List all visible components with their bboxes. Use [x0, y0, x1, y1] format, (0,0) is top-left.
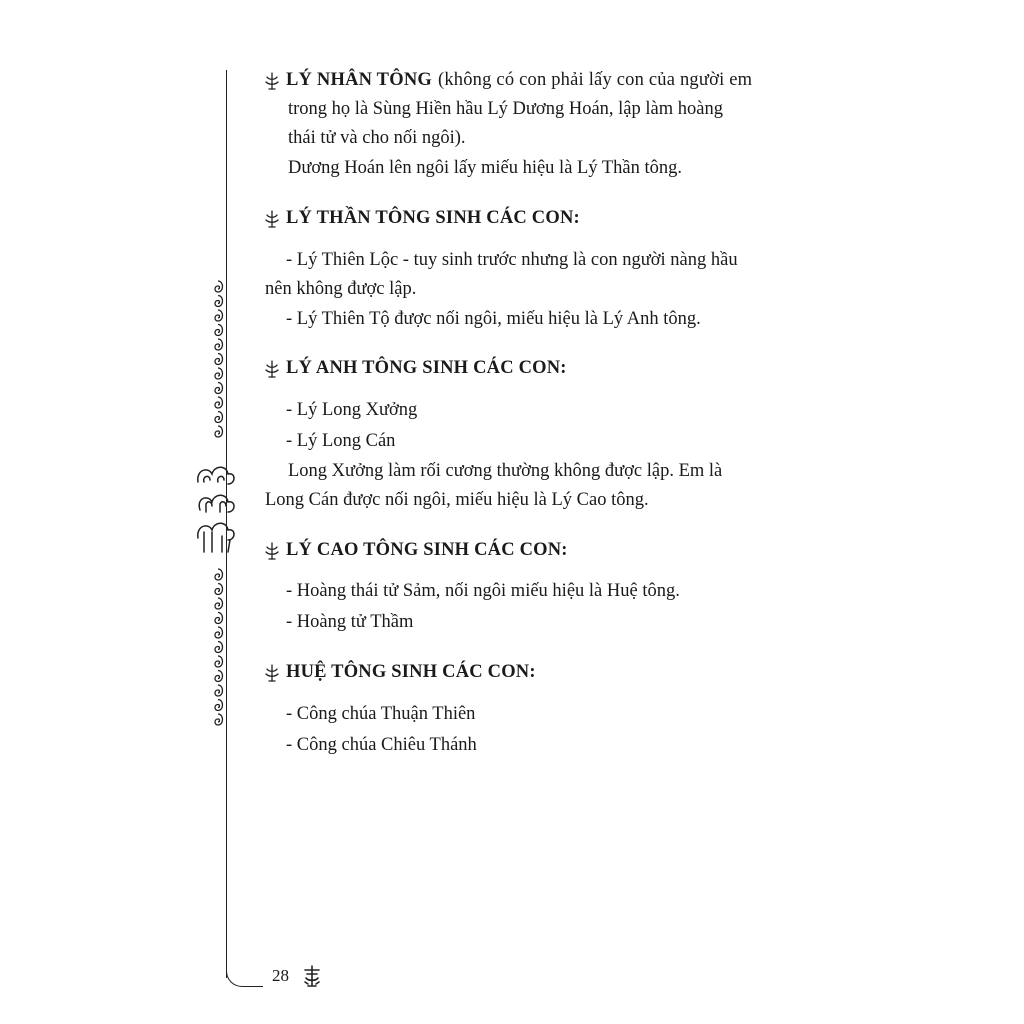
- spiral-motif: [215, 426, 223, 437]
- spiral-motif: [215, 397, 223, 408]
- list-item: - Công chúa Thuận Thiên: [286, 704, 476, 724]
- spiral-motif: [215, 613, 223, 624]
- section-heading-ly-cao-tong: [264, 540, 568, 561]
- spiral-motif: [215, 685, 223, 696]
- spiral-motif: [215, 656, 223, 667]
- lotus-bullet-icon: [264, 71, 280, 91]
- lotus-bullet-icon: [264, 541, 280, 561]
- spiral-motif: [215, 296, 223, 307]
- section-heading-ly-nhan-tong: [264, 70, 752, 91]
- spiral-border-icon: [209, 280, 227, 445]
- section-heading-hue-tong: [264, 662, 536, 683]
- heading-text: LÝ CAO TÔNG SINH CÁC CON:: [286, 540, 568, 560]
- list-item-continuation: nên không được lập.: [265, 279, 417, 299]
- spiral-border-icon: [209, 568, 227, 733]
- spiral-motif: [215, 325, 223, 336]
- spiral-motif: [215, 368, 223, 379]
- list-item: - Lý Long Xưởng: [286, 400, 418, 420]
- heading-text: LÝ ANH TÔNG SINH CÁC CON:: [286, 358, 567, 378]
- list-item: - Hoàng tử Thầm: [286, 612, 414, 632]
- paragraph-line: trong họ là Sùng Hiền hầu Lý Dương Hoán, lập làm hoàng: [288, 99, 723, 119]
- heading-text: HUỆ TÔNG SINH CÁC CON:: [286, 662, 536, 682]
- spiral-motif: [215, 354, 223, 365]
- list-item: - Công chúa Chiêu Thánh: [286, 735, 477, 755]
- paragraph-line: Long Cán được nối ngôi, miếu hiệu là Lý Cao tông.: [265, 490, 649, 510]
- paragraph-line: thái tử và cho nối ngôi).: [288, 128, 466, 148]
- list-item: - Lý Thiên Tộ được nối ngôi, miếu hiệu là Lý Anh tông.: [286, 309, 701, 329]
- spiral-motif: [215, 339, 223, 350]
- spiral-motif: [215, 412, 223, 423]
- heading-text: LÝ THẦN TÔNG SINH CÁC CON:: [286, 208, 580, 228]
- spiral-motif: [215, 642, 223, 653]
- lotus-bullet-icon: [264, 209, 280, 229]
- lotus-bullet-icon: [264, 663, 280, 683]
- lotus-bullet-icon: [264, 359, 280, 379]
- spiral-motif: [215, 700, 223, 711]
- spiral-motif: [215, 569, 223, 580]
- spiral-motif: [215, 310, 223, 321]
- list-item: - Lý Thiên Lộc - tuy sinh trước nhưng là con người nàng hầu: [286, 250, 738, 270]
- page-mark-icon: [302, 964, 322, 988]
- section-heading-ly-anh-tong: [264, 358, 567, 379]
- spiral-motif: [215, 584, 223, 595]
- heading-text: LÝ NHÂN TÔNG: [286, 70, 432, 90]
- paragraph-line: Dương Hoán lên ngôi lấy miếu hiệu là Lý Thần tông.: [288, 158, 683, 178]
- section-heading-ly-than-tong: [264, 208, 580, 229]
- border-foot-curl: [226, 960, 263, 987]
- spiral-motif: [215, 598, 223, 609]
- spiral-motif: [215, 627, 223, 638]
- spiral-motif: [215, 671, 223, 682]
- list-item: - Hoàng thái tử Sảm, nối ngôi miếu hiệu là Huệ tông.: [286, 581, 680, 601]
- list-item: - Lý Long Cán: [286, 431, 396, 451]
- spiral-motif: [215, 383, 223, 394]
- spiral-motif: [215, 714, 223, 725]
- page-number: 28: [272, 966, 289, 985]
- spiral-motif: [215, 281, 223, 292]
- paragraph-line: Long Xưởng làm rối cương thường không được lập. Em là: [288, 461, 723, 481]
- cloud-ornament-icon: [194, 460, 238, 556]
- heading-continuation: (không có con phải lấy con của người em: [437, 70, 753, 90]
